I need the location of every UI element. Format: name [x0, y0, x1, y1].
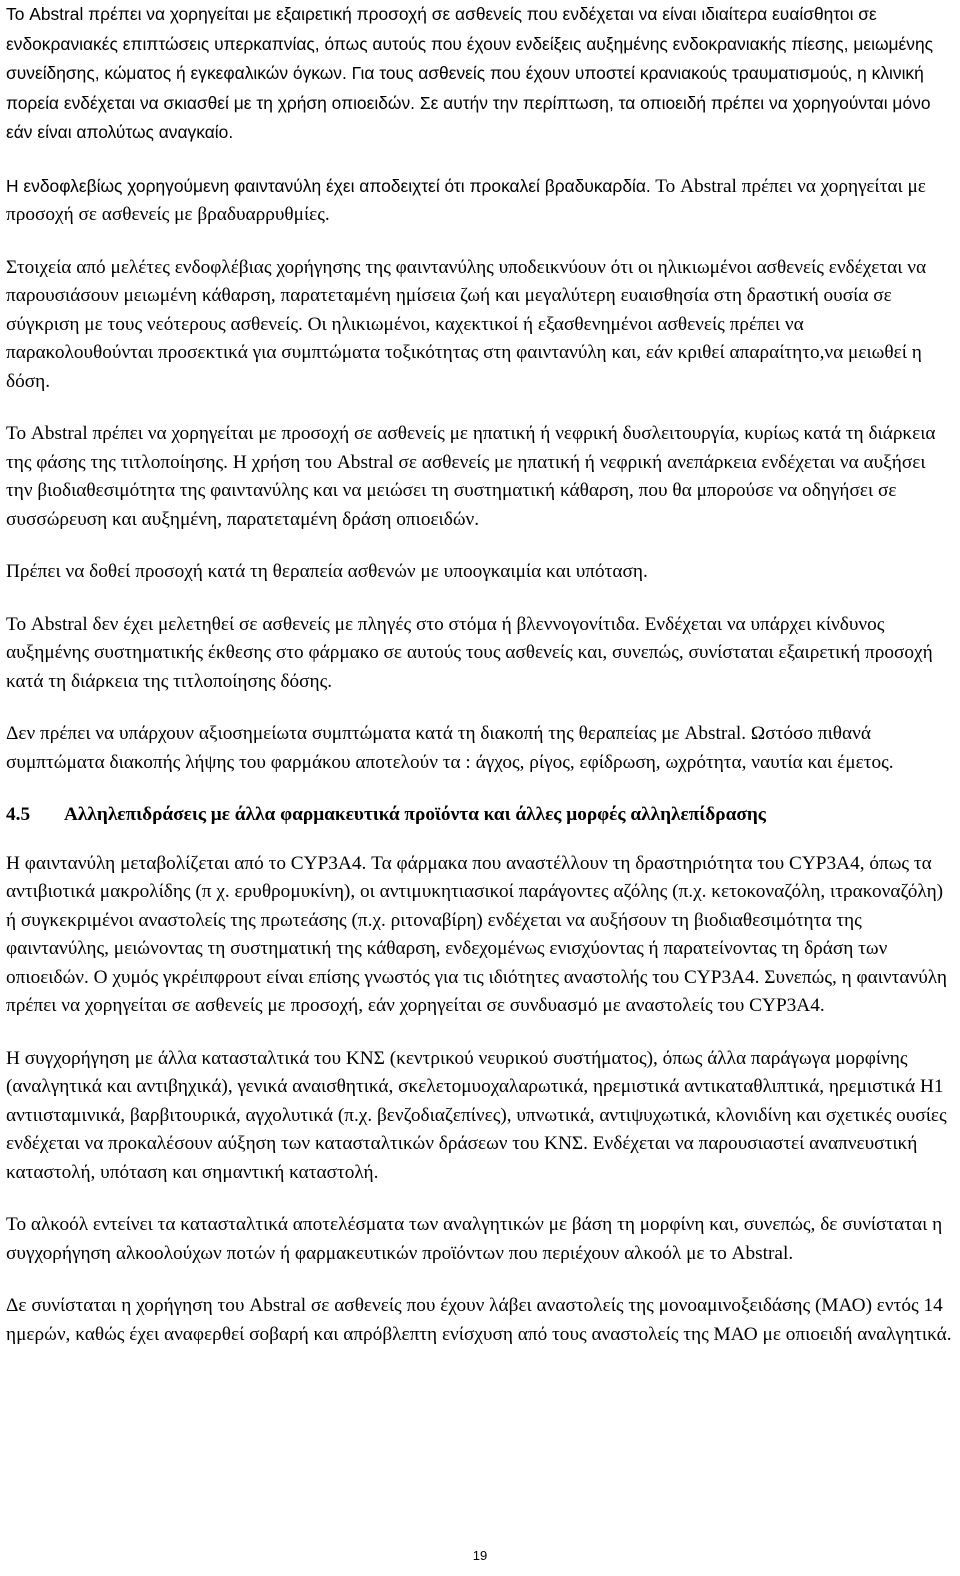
paragraph-text: Το Abstral δεν έχει μελετηθεί σε ασθενείς με πληγές στο στόμα ή βλεννογονίτιδα. Ενδέχεται να υπάρχει κίνδυνος αυξημένης συστηματικής έκθεσης στο φάρμακο σε αυτούς τους ασθενείς και, συνεπώς, συνίσταται εξαιρετική προσοχή κατά τη διάρκεια της τιτλοποίησης δόσης.	[6, 613, 933, 692]
paragraph-text: Δε συνίσταται η χορήγηση του Abstral σε ασθενείς που έχουν λάβει αναστολείς της μονοαμινοξειδάσης (ΜΑΟ) εντός 14 ημερών, καθώς έχει αναφερθεί σοβαρή και απρόβλεπτη ενίσχυση από τους αναστολείς της ΜΑΟ με οπιοειδή αναλγητικά.	[6, 1295, 952, 1345]
paragraph	[6, 1211, 954, 1268]
paragraph-text: Πρέπει να δοθεί προσοχή κατά τη θεραπεία ασθενών με υποογκαιμία και υπόταση.	[6, 561, 648, 582]
paragraph-text: Δεν πρέπει να υπάρχουν αξιοσημείωτα συμπτώματα κατά τη διακοπή της θεραπείας με Abstral. Ωστόσο πιθανά συμπτώματα διακοπής λήψης του φαρμάκου αποτελούν τα : άγχος, ρίγος, εφίδρωση, ωχρότητα, ναυτία και έμετος.	[6, 723, 894, 773]
paragraphs-before-section	[6, 0, 954, 777]
page-number: 19	[472, 1548, 488, 1563]
paragraph-text: Οι ηλικιωμένοι, καχεκτικοί ή εξασθενημένοι ασθενείς πρέπει να παρακολουθούνται προσεκτικά για συμπτώματα τοξικότητας στη φαιντανύλη και, εάν κριθεί απαραίτητο,να μειωθεί η δόση.	[6, 313, 922, 392]
paragraph	[6, 254, 954, 397]
paragraphs-after-section	[6, 850, 954, 1350]
section-title: Αλληλεπιδράσεις με άλλα φαρμακευτικά προϊόντα και άλλες μορφές αλληλεπίδρασης	[64, 804, 766, 825]
paragraph	[6, 0, 954, 148]
paragraph-text: Η ενδοφλεβίως χορηγούμενη φαιντανύλη έχει αποδειχτεί ότι προκαλεί βραδυκαρδία.	[6, 175, 651, 196]
paragraph-text: Στοιχεία από μελέτες ενδοφλέβιας χορήγησης της φαιντανύλης υποδεικνύουν ότι οι ηλικιωμένοι ασθενείς ενδέχεται να παρουσιάσουν μειωμένη κάθαρση, παρατεταμένη ημίσεια ζωή και μεγαλύτερη ευαισθησία στη δραστική ουσία σε σύγκριση με τους νεότερους ασθενείς.	[6, 256, 927, 335]
paragraph	[6, 558, 954, 587]
paragraph	[6, 420, 954, 534]
paragraph-text: Το Abstral πρέπει να χορηγείται με εξαιρετική προσοχή σε ασθενείς που ενδέχεται να είναι ιδιαίτερα ευαίσθητοι σε ενδοκρανιακές επιπτώσεις υπερκαπνίας, όπως αυτούς που έχουν ενδείξεις αυξημένης ενδοκρανιακής πίεσης, μειωμένης συνείδησης, κώματος ή εγκεφαλικών όγκων. Για τους ασθενείς που έχουν υποστεί κρανιακούς τραυματισμούς, η κλινική πορεία ενδέχεται να σκιασθεί με τη χρήση οπιοειδών. Σε αυτήν την περίπτωση, τα οπιοειδή πρέπει να χορηγούνται μόνο εάν είναι απολύτως αναγκαίο.	[6, 4, 934, 142]
paragraph-text: Η φαιντανύλη μεταβολίζεται από το CYP3A4. Τα φάρμακα που αναστέλλουν τη δραστηριότητα του CYP3A4, όπως τα αντιβιοτικά μακρολίδης (π χ. ερυθρομυκίνη), οι αντιμυκητιασικοί παράγοντες αζόλης (π.χ. κετοκοναζόλη, ιτρακοναζόλη) ή συγκεκριμένοι αναστολείς της πρωτεάσης (π.χ. ριτοναβίρη) ενδέχεται να αυξήσουν τη βιοδιαθεσιμότητα της φαιντανύλης, μειώνοντας τη συστηματική της κάθαρση, ενδεχομένως ενισχύοντας ή παρατείνοντας τη δράση των οπιοειδών. Ο χυμός γκρέιπφρουτ είναι επίσης γνωστός για τις ιδιότητες αναστολής του CYP3A4. Συνεπώς, η φαιντανύλη πρέπει να χορηγείται σε ασθενείς με προσοχή, εάν χορηγείται σε συνδυασμό με αναστολείς του CYP3A4.	[6, 852, 948, 1016]
paragraph	[6, 720, 954, 777]
paragraph-text: Η χρήση του Abstral σε ασθενείς με ηπατική ή νεφρική ανεπάρκεια ενδέχεται να αυξήσει την βιοδιαθεσιμότητα της φαιντανύλης και να μειώσει τη συστηματική κάθαρση, που θα μπορούσε να οδηγήσει σε συσσώρευση και αυξημένη, παρατεταμένη δράση οπιοειδών.	[6, 451, 926, 530]
section-heading	[6, 801, 954, 830]
paragraph-text: Η συγχορήγηση με άλλα κατασταλτικά του ΚΝΣ (κεντρικού νευρικού συστήματος), όπως άλλα παράγωγα μορφίνης (αναλγητικά και αντιβηχικά), γενικά αναισθητικά, σκελετομυοχαλαρωτικά, ηρεμιστικά αντικαταθλιπτικά, ηρεμιστικά Η1 αντιισταμινικά, βαρβιτουρικά, αγχολυτικά (π.χ. βενζοδιαζεπίνες), υπνωτικά, αντιψυχωτικά, κλονιδίνη και σχετικές ουσίες ενδέχεται να προκαλέσουν αύξηση των κατασταλτικών δράσεων του ΚΝΣ. Ενδέχεται να παρουσιαστεί αναπνευστική καταστολή, υπόταση και σημαντική καταστολή.	[6, 1047, 947, 1183]
paragraph	[6, 1045, 954, 1188]
paragraph-text: Το Abstral πρέπει να χορηγείται με προσοχή σε ασθενείς με βραδυαρρυθμίες.	[6, 175, 926, 225]
paragraph	[6, 611, 954, 697]
paragraph	[6, 850, 954, 1021]
document-page	[6, 0, 954, 1576]
paragraph	[6, 1292, 954, 1349]
paragraph	[6, 172, 954, 230]
section-number: 4.5	[6, 804, 31, 825]
paragraph-text: Το Abstral πρέπει να χορηγείται με προσοχή σε ασθενείς με ηπατική ή νεφρική δυσλειτουργία, κυρίως κατά τη διάρκεια της φάσης της τιτλοποίησης.	[6, 423, 936, 473]
paragraph-text: Το αλκοόλ εντείνει τα κατασταλτικά αποτελέσματα των αναλγητικών με βάση τη μορφίνη και, συνεπώς, δε συνίσταται η συγχορήγηση αλκοολούχων ποτών ή φαρμακευτικών προϊόντων που περιέχουν αλκοόλ με το Abstral.	[6, 1214, 943, 1264]
